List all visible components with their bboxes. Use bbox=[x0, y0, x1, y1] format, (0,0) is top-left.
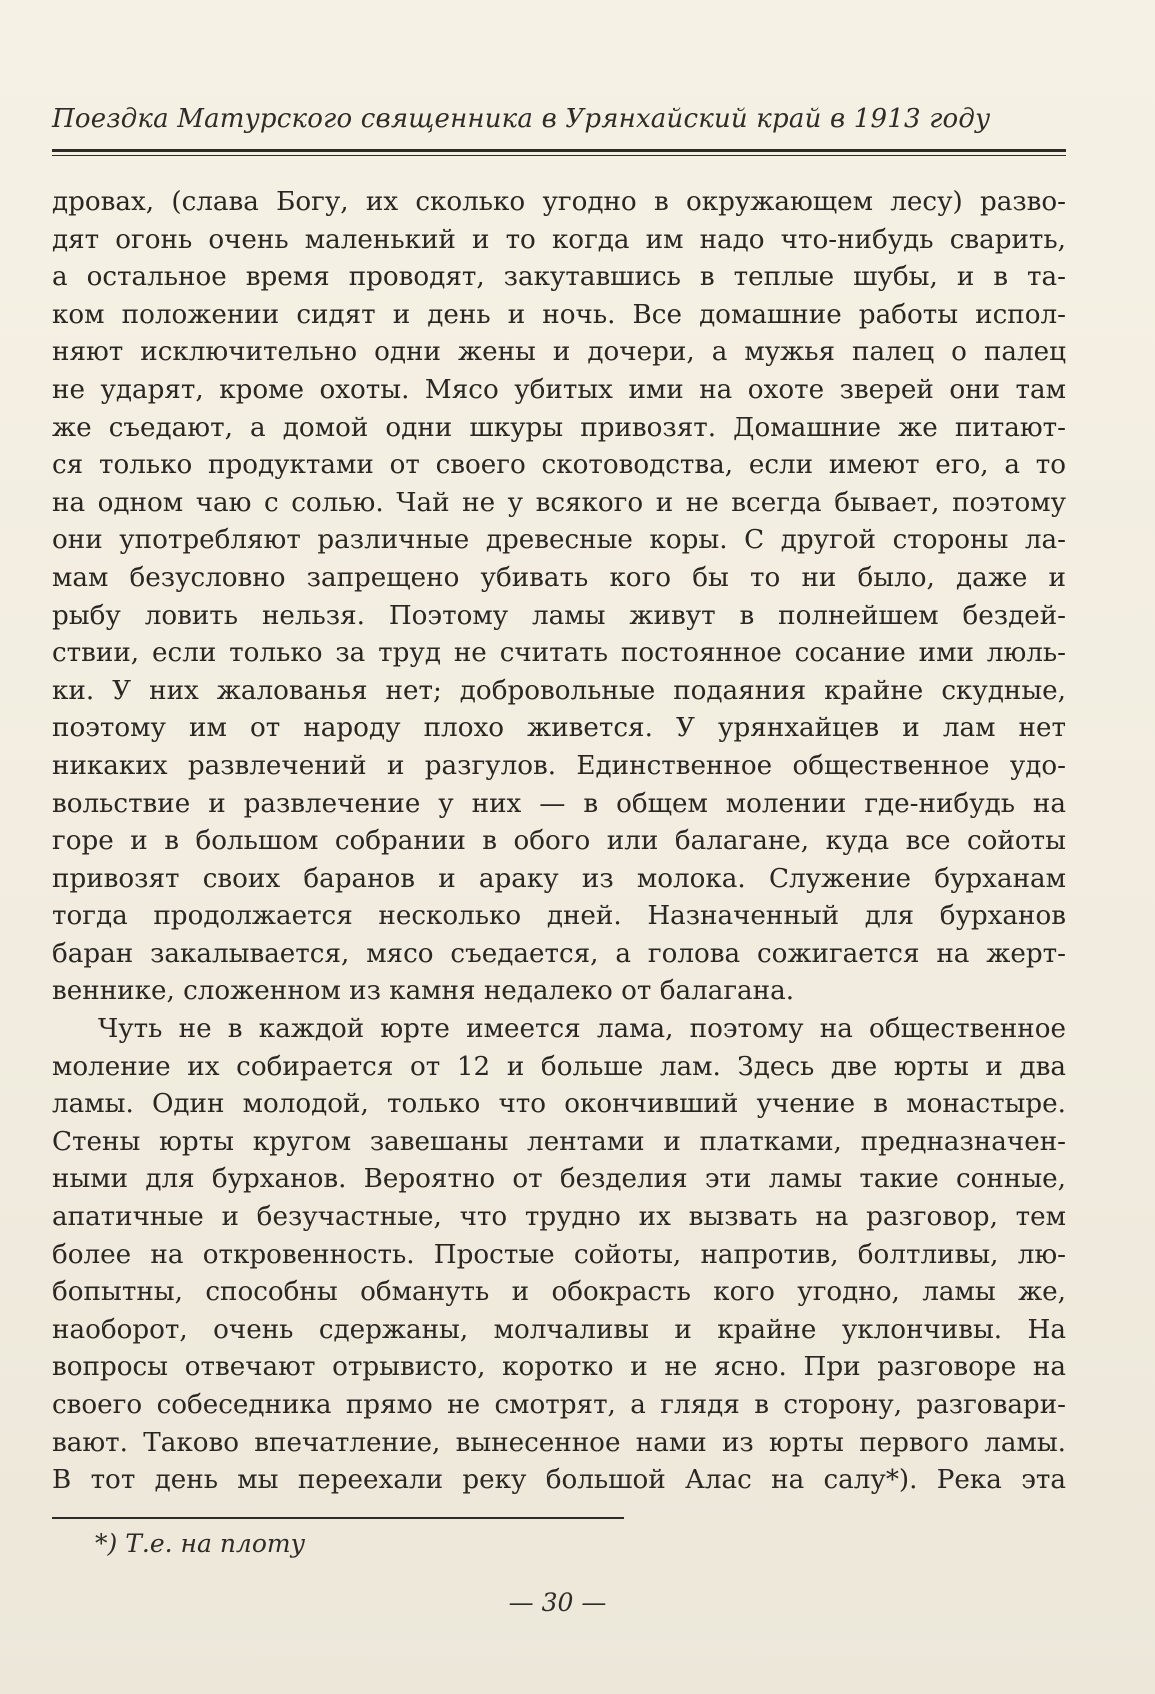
text-line: баран закалывается, мясо съедается, а голова сожигается на жерт- bbox=[52, 938, 1066, 969]
text-line: никаких развлечений и разгулов. Единственное общественное удо- bbox=[52, 750, 1066, 781]
text-line: бопытны, способны обмануть и обокрасть кого угодно, ламы же, bbox=[52, 1277, 1066, 1308]
text-line: ки. У них жалованья нет; добровольные подаяния крайне скудные, bbox=[52, 675, 1066, 706]
text-line: Стены юрты кругом завешаны лентами и платками, предназначен- bbox=[52, 1126, 1066, 1157]
text-line: мам безусловно запрещено убивать кого бы то ни было, даже и bbox=[52, 562, 1066, 593]
text-line: моление их собирается от 12 и больше лам. Здесь две юрты и два bbox=[52, 1051, 1066, 1082]
text-line: они употребляют различные древесные коры. С другой стороны ла- bbox=[52, 525, 1066, 556]
text-line: привозят своих баранов и араку из молока. Служение бурханам bbox=[52, 863, 1066, 894]
text-line: няют исключительно одни жены и дочери, а мужья палец о палец bbox=[52, 337, 1066, 368]
text-line: ся только продуктами от своего скотоводства, если имеют его, а то bbox=[52, 450, 1066, 481]
paragraph-start-line: Чуть не в каждой юрте имеется лама, поэтому на общественное bbox=[98, 1014, 1066, 1045]
text-line: ными для бурханов. Вероятно от безделия эти ламы такие сонные, bbox=[52, 1164, 1066, 1195]
text-line: ком положении сидят и день и ночь. Все домашние работы испол- bbox=[52, 299, 1066, 330]
text-line: апатичные и безучастные, что трудно их вызвать на разговор, тем bbox=[52, 1202, 1066, 1233]
text-line: рыбу ловить нельзя. Поэтому ламы живут в полнейшем бездей- bbox=[52, 600, 1066, 631]
footnote-rule bbox=[52, 1517, 624, 1519]
text-line: дровах, (слава Богу, их сколько угодно в окружающем лесу) разво- bbox=[52, 187, 1066, 217]
text-line: тогда продолжается несколько дней. Назначенный для бурханов bbox=[52, 901, 1066, 932]
page-number: — 30 — bbox=[508, 1588, 607, 1617]
text-line: В тот день мы переехали реку большой Алас на салу*). Река эта bbox=[52, 1465, 1066, 1496]
text-line: горе и в большом собрании в обого или балагане, куда все сойоты bbox=[52, 826, 1066, 857]
text-line: вопросы отвечают отрывисто, коротко и не ясно. При разговоре на bbox=[52, 1352, 1066, 1383]
text-line: наоборот, очень сдержаны, молчаливы и крайне уклончивы. На bbox=[52, 1314, 1066, 1345]
text-line: вают. Таково впечатление, вынесенное нами из юрты первого ламы. bbox=[52, 1427, 1066, 1458]
text-line: же съедают, а домой одни шкуры привозят. Домашние же питают- bbox=[52, 412, 1066, 443]
text-line: поэтому им от народу плохо живется. У урянхайцев и лам нет bbox=[52, 713, 1066, 744]
text-line: дят огонь очень маленький и то когда им надо что-нибудь сварить, bbox=[52, 224, 1066, 255]
text-line: более на откровенность. Простые сойоты, напротив, болтливы, лю- bbox=[52, 1239, 1066, 1270]
body-text bbox=[52, 184, 1066, 1500]
paragraph-end-line: веннике, сложенном из камня недалеко от балагана. bbox=[52, 976, 795, 1007]
header-rule-thin bbox=[52, 155, 1066, 156]
running-title: Поездка Матурского священника в Урянхайский край в 1913 году bbox=[52, 104, 991, 134]
footnote: *) Т.е. на плоту bbox=[95, 1529, 306, 1558]
text-line: своего собеседника прямо не смотрят, а глядя в сторону, разговари- bbox=[52, 1390, 1066, 1420]
header-rule-thick bbox=[52, 149, 1066, 152]
text-line: вольствие и развлечение у них — в общем молении где-нибудь на bbox=[52, 788, 1066, 819]
text-line: а остальное время проводят, закутавшись в теплые шубы, и в та- bbox=[52, 262, 1066, 293]
text-line: ствии, если только за труд не считать постоянное сосание ими люль- bbox=[52, 638, 1066, 669]
text-line: на одном чаю с солью. Чай не у всякого и не всегда бывает, поэтому bbox=[52, 487, 1066, 518]
text-line: не ударят, кроме охоты. Мясо убитых ими на охоте зверей они там bbox=[52, 374, 1066, 405]
text-line: ламы. Один молодой, только что окончивший учение в монастыре. bbox=[52, 1089, 1066, 1120]
